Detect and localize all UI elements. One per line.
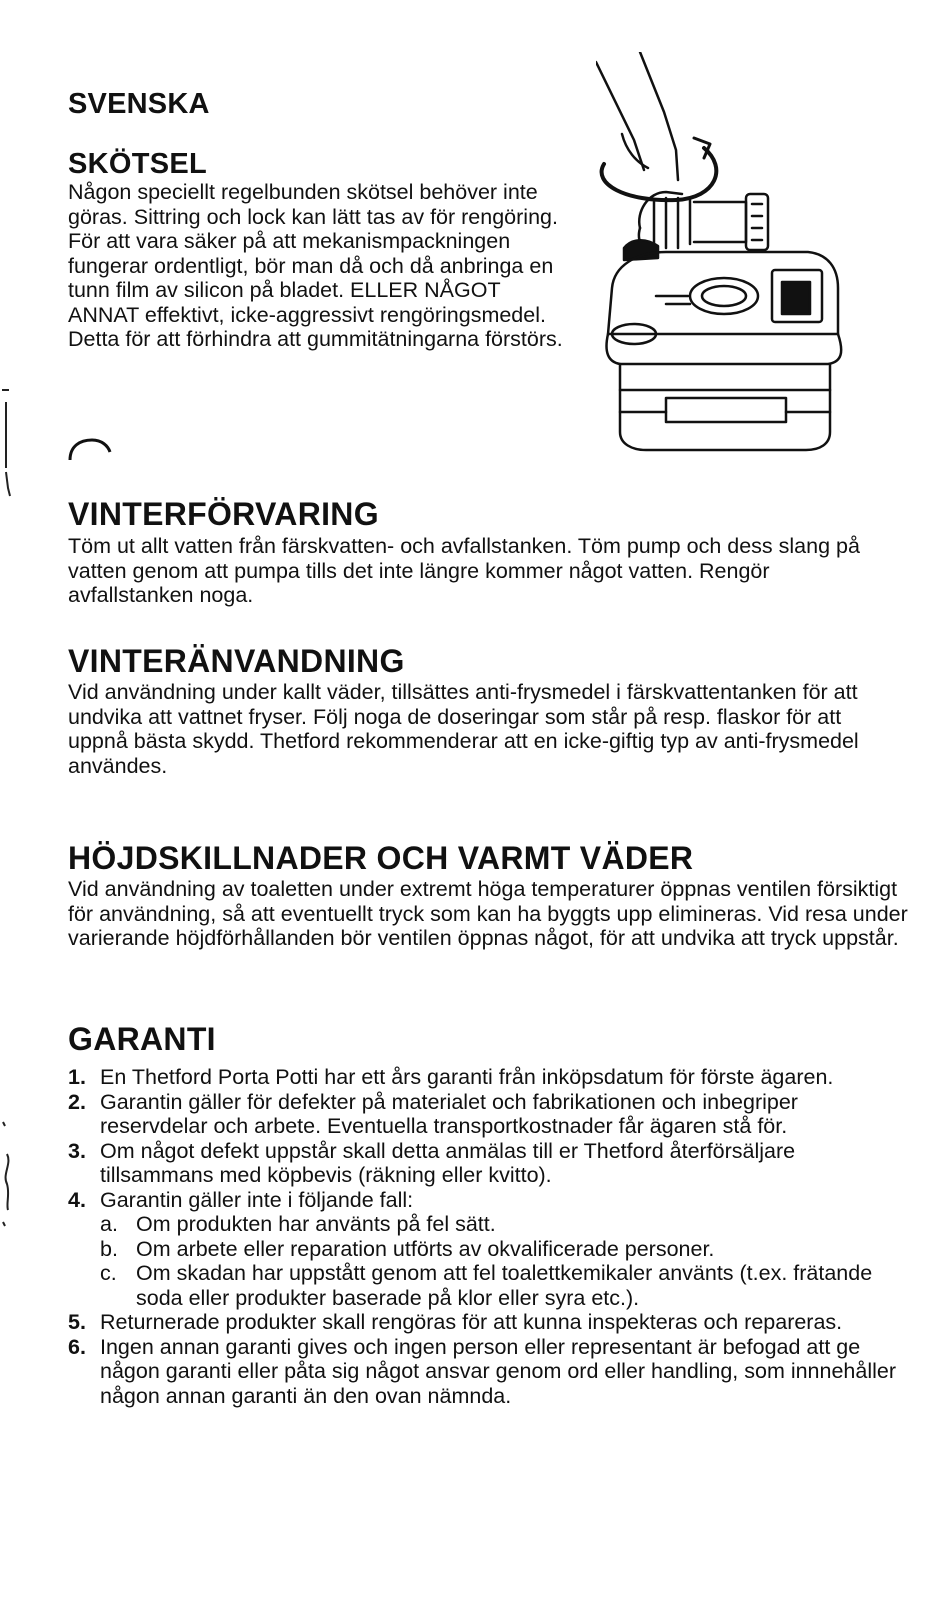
- garanti-sub-list: [100, 1212, 898, 1310]
- list-item-text: Garantin gäller för defekter på materialet och fabrikationen och inbegriper reservdelar och arbete. Eventuella transportkostnader får ägaren stå för.: [100, 1089, 798, 1138]
- sub-list-item: [100, 1237, 898, 1262]
- sub-list-item-text: Om skadan har uppstått genom att fel toalettkemikaler använts (t.ex. frätande soda eller produkter baserade på klor eller syra etc.).: [136, 1261, 873, 1310]
- list-item-text: En Thetford Porta Potti har ett års garanti från inköpsdatum för förste ägaren.: [100, 1065, 834, 1089]
- sub-list-item-text: Om produkten har använts på fel sätt.: [136, 1212, 496, 1236]
- list-item: [68, 1139, 898, 1188]
- scan-smudge-mark: [66, 436, 112, 462]
- sub-list-item: [100, 1261, 898, 1310]
- section-title-vinterforvaring: VINTERFÖRVARING: [68, 496, 379, 532]
- garanti-list: [68, 1065, 898, 1408]
- section-title-hojdskillnader: HÖJDSKILLNADER OCH VARMT VÄDER: [68, 840, 694, 876]
- list-item: [68, 1090, 898, 1139]
- section-title-vinteranvandning: VINTERÄNVANDNING: [68, 643, 405, 679]
- sub-list-item-letter: b.: [100, 1236, 118, 1261]
- list-item: [68, 1335, 898, 1409]
- sub-list-item: [100, 1212, 898, 1237]
- list-item-number: 4.: [68, 1187, 86, 1212]
- list-item: [68, 1065, 898, 1090]
- list-item-number: 5.: [68, 1310, 86, 1334]
- list-item-text: Om något defekt uppstår skall detta anmälas till er Thetford återförsäljare tillsammans med köpbevis (räkning eller kvitto).: [100, 1138, 796, 1187]
- sub-list-item-letter: a.: [100, 1212, 118, 1236]
- list-item-text: Ingen annan garanti gives och ingen person eller representant är befogad att ge någon garanti eller påta sig något ansvar genom ord eller handling, som innnehåller någon annan garanti än den ovan nämnda.: [100, 1334, 897, 1408]
- section-text-skotsel: Någon speciellt regelbunden skötsel behöver inte göras. Sittring och lock kan lätt tas av för rengöring. För att vara säker på att mekanismpackningen fungerar ordentligt, bör man då och då anbringa en tunn film av silicon på bladet. ELLER NÅGOT ANNAT effektivt, icke-aggressivt rengöringsmedel. Detta för att förhindra att gummitätningarna förstörs.: [68, 180, 563, 351]
- sub-list-item-text: Om arbete eller reparation utförts av okvalificerade personer.: [136, 1236, 715, 1261]
- language-heading: SVENSKA: [68, 88, 210, 120]
- list-item-number: 6.: [68, 1334, 86, 1359]
- margin-brace-mark: [0, 1118, 14, 1228]
- sub-list-item-letter: c.: [100, 1261, 117, 1285]
- list-item-text: Returnerade produkter skall rengöras för att kunna inspekteras och repareras.: [100, 1310, 843, 1334]
- toilet-seat-removal-illustration: [596, 52, 856, 452]
- section-text-hojdskillnader: Vid användning av toaletten under extremt höga temperaturer öppnas ventilen försiktigt för användning, så att eventuellt tryck som kan ha byggts upp elimineras. Vid resa under varierande höjdförhållanden bör ventilen öppnas något, för att undvika att tryck uppstår.: [68, 877, 908, 950]
- list-item-number: 2.: [68, 1089, 86, 1114]
- list-item-number: 3.: [68, 1138, 86, 1163]
- section-text-vinteranvandning: Vid användning under kallt väder, tillsättes anti-frysmedel i färskvattentanken för att undvika att vattnet fryser. Följ noga de doseringar som står på resp. flaskor för att uppnå bästa skydd. Thetford rekommenderar att en icke-giftig typ av anti-frysmedel användes.: [68, 680, 859, 778]
- list-item: [68, 1188, 898, 1311]
- section-text-vinterforvaring: Töm ut allt vatten från färskvatten- och avfallstanken. Töm pump och dess slang på vatten genom att pumpa tills det inte längre kommer något vatten. Rengör avfallstanken noga.: [68, 534, 860, 607]
- margin-bracket-mark: [0, 388, 14, 498]
- section-title-garanti: GARANTI: [68, 1021, 216, 1057]
- list-item: [68, 1310, 898, 1335]
- list-item-number: 1.: [68, 1065, 86, 1089]
- section-title-skotsel: SKÖTSEL: [68, 148, 208, 180]
- list-item-text: Garantin gäller inte i följande fall:: [100, 1187, 414, 1212]
